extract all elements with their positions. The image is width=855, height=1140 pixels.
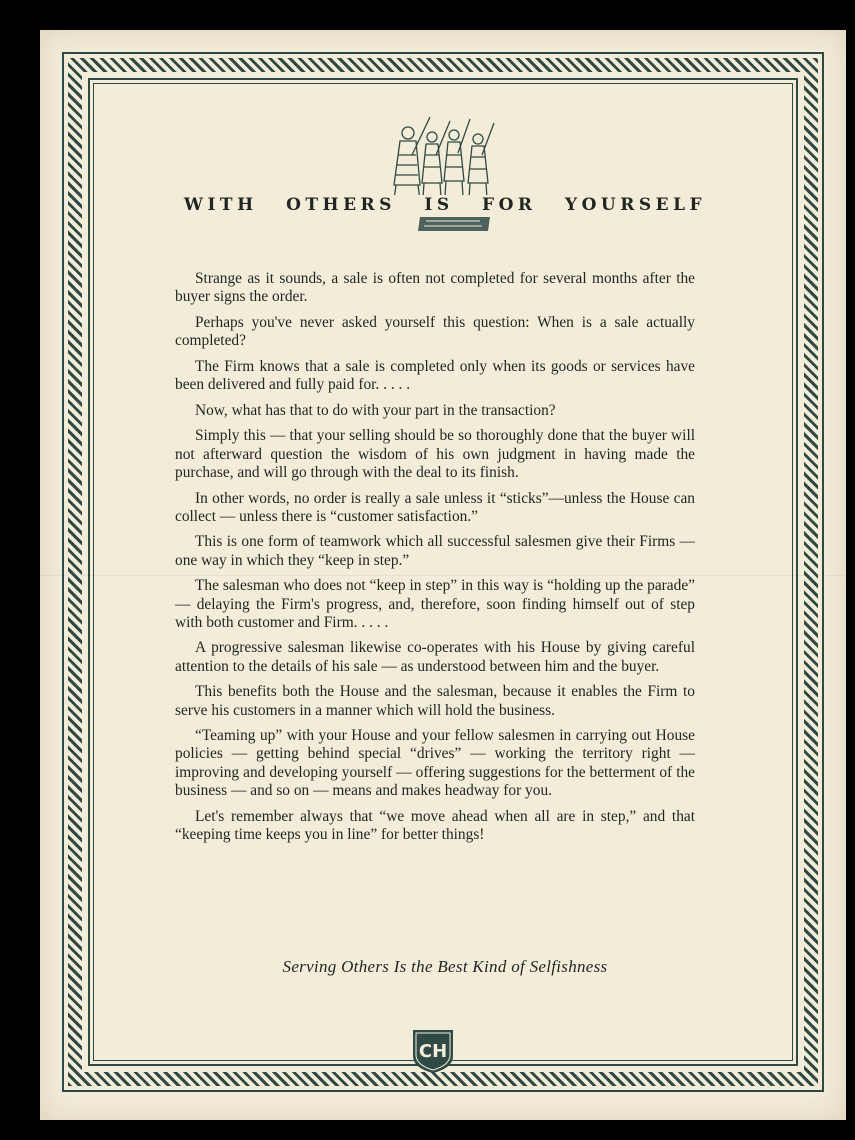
paragraph: The Firm knows that a sale is completed only when its goods or services have been delivered and fully paid for. . . . . — [175, 357, 695, 394]
ch-shield-logo — [410, 1028, 456, 1074]
paragraph: Let's remember always that “we move ahead when all are in step,” and that “keeping time keeps you in line” for better things! — [175, 807, 695, 843]
paragraph: A progressive salesman likewise co-operates with his House by giving careful attention to the details of his sale — as understood between him and the buyer. — [175, 639, 695, 675]
logo-letters: CH — [418, 1041, 448, 1062]
paragraph: In other words, no order is really a sale unless it “sticks”—unless the House can collect — unless there is “customer satisfaction.” — [175, 489, 695, 525]
paragraph: Perhaps you've never asked yourself this question: When is a sale actually completed? — [175, 313, 695, 350]
document-page — [40, 30, 846, 1120]
paragraph: The salesman who does not “keep in step” in this way is “holding up the parade” — delaying the Firm's progress, and, therefore, soon finding himself out of step with both customer and Firm. . . . . — [175, 577, 695, 631]
paragraph: Simply this — that your selling should be so thoroughly done that the buyer will not afterward question the wisdom of his own judgment in having made the purchase, and will go through with the deal to its finish. — [175, 427, 695, 481]
paragraph: Now, what has that to do with your part in the transaction? — [195, 401, 556, 419]
paragraph: Strange as it sounds, a sale is often not completed for several months after the buyer signs the order. — [175, 270, 695, 306]
paragraph: This benefits both the House and the salesman, because it enables the Firm to serve his customers in a manner which will hold the business. — [175, 683, 695, 719]
paragraph: “Teaming up” with your House and your fellow salesmen in carrying out House policies — getting behind special “drives” — working the territory right — improving and developing yourself — offering suggestions for the betterment of the business — and so on — means and makes headway for you. — [175, 727, 695, 799]
body-text — [175, 270, 695, 851]
closing-motto: Serving Others Is the Best Kind of Selfishness — [282, 957, 608, 976]
headline: WITH OTHERS IS FOR YOURSELF — [100, 195, 790, 225]
paragraph: This is one form of teamwork which all successful salesmen give their Firms — one way in which they “keep in step.” — [175, 533, 695, 569]
